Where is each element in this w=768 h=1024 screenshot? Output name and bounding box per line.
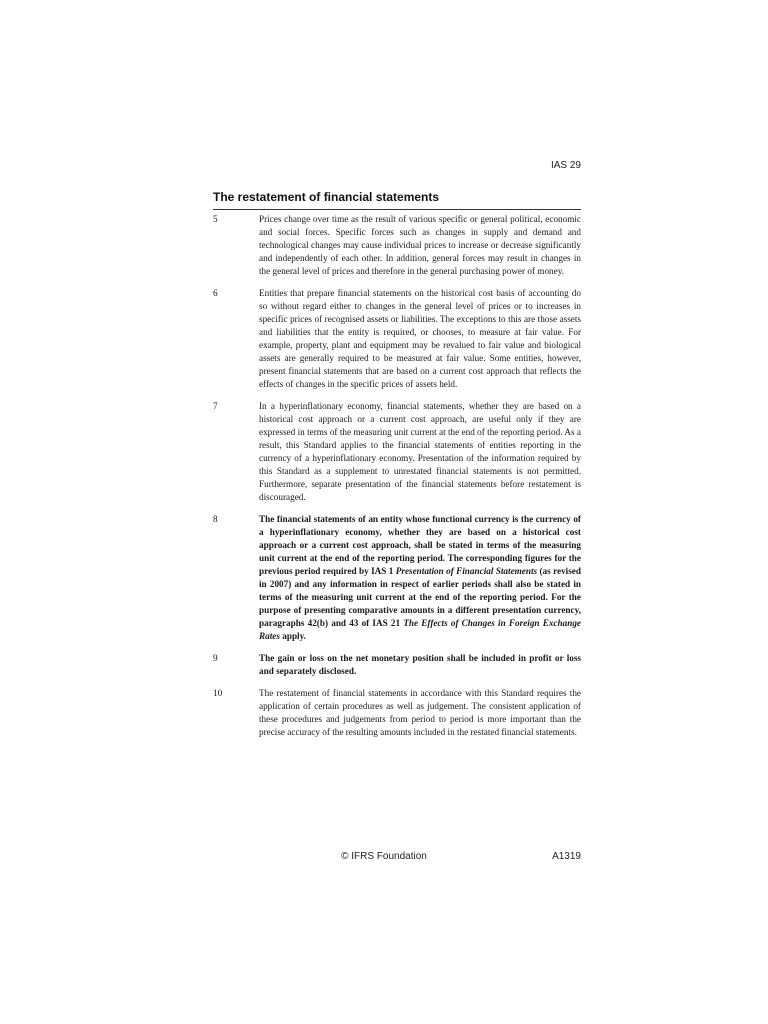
paragraph-7 bbox=[213, 400, 581, 504]
paragraph-text bbox=[259, 513, 581, 643]
paragraph-text bbox=[259, 213, 581, 278]
paragraph-text-run: Prices change over time as the result of various specific or general political, economic and social forces. Specific forces such as changes in supply and demand and technological changes may cause individual prices to increase or decrease significantly and independently of each other. In addition, general forces may result in changes in the general level of prices and therefore in the general purchasing power of money. bbox=[259, 214, 581, 276]
paragraph-text-run: The restatement of financial statements in accordance with this Standard requires the application of certain procedures as well as judgement. The consistent application of these procedures and judgements from period to period is more important than the precise accuracy of the resulting amounts included in the restated financial statements. bbox=[259, 688, 581, 737]
paragraph-text-run: apply. bbox=[279, 631, 306, 641]
paragraph-5 bbox=[213, 213, 581, 278]
paragraph-number: 6 bbox=[213, 288, 218, 298]
paragraph-list bbox=[213, 213, 581, 748]
footer-page-number: A1319 bbox=[552, 851, 581, 862]
standard-reference: IAS 29 bbox=[550, 160, 581, 171]
paragraph-text-italic-run: The Effects of Changes in Foreign Exchange Rates bbox=[259, 618, 581, 641]
paragraph-text bbox=[259, 287, 581, 391]
paragraph-text-run: The financial statements of an entity whose functional currency is the currency of a hyperinflationary economy, whether they are based on a historical cost approach or a current cost approach, shall be stated in terms of the measuring unit current at the end of the reporting period. The corresponding figures for the previous period required by IAS 1 bbox=[259, 514, 581, 576]
paragraph-10 bbox=[213, 687, 581, 739]
section-title: The restatement of financial statements bbox=[213, 190, 581, 210]
paragraph-text-run: The gain or loss on the net monetary position shall be included in profit or loss and separately disclosed. bbox=[259, 653, 581, 676]
footer-copyright: © IFRS Foundation bbox=[341, 851, 427, 862]
paragraph-number: 8 bbox=[213, 514, 218, 524]
paragraph-number: 10 bbox=[213, 688, 223, 698]
paragraph-text-run: (as revised in 2007) and any information in respect of earlier periods shall also be stated in terms of the measuring unit current at the end of the reporting period. For the purpose of presenting comparative amounts in a different presentation currency, paragraphs 42(b) and 43 of IAS 21 bbox=[259, 566, 581, 628]
paragraph-text-italic-run: Presentation of Financial Statements bbox=[395, 566, 538, 576]
paragraph-number: 9 bbox=[213, 653, 218, 663]
paragraph-text bbox=[259, 400, 581, 504]
paragraph-number: 7 bbox=[213, 401, 218, 411]
paragraph-text-run: In a hyperinflationary economy, financial statements, whether they are based on a historical cost approach or a current cost approach, are useful only if they are expressed in terms of the measuring unit current at the end of the reporting period. As a result, this Standard applies to the financial statements of entities reporting in the currency of a hyperinflationary economy. Presentation of the information required by this Standard as a supplement to unrestated financial statements is not permitted. Furthermore, separate presentation of the financial statements before restatement is discouraged. bbox=[259, 401, 581, 502]
paragraph-6 bbox=[213, 287, 581, 391]
paragraph-text bbox=[259, 652, 581, 678]
paragraph-text-run: Entities that prepare financial statements on the historical cost basis of accounting do so without regard either to changes in the general level of prices or to increases in specific prices of recognised assets or liabilities. The exceptions to this are those assets and liabilities that the entity is required, or chooses, to measure at fair value. For example, property, plant and equipment may be revalued to fair value and biological assets are generally required to be measured at fair value. Some entities, however, present financial statements that are based on a current cost approach that reflects the effects of changes in the specific prices of assets held. bbox=[259, 288, 581, 389]
paragraph-9 bbox=[213, 652, 581, 678]
paragraph-text bbox=[259, 687, 581, 739]
paragraph-number: 5 bbox=[213, 214, 218, 224]
paragraph-8 bbox=[213, 513, 581, 643]
